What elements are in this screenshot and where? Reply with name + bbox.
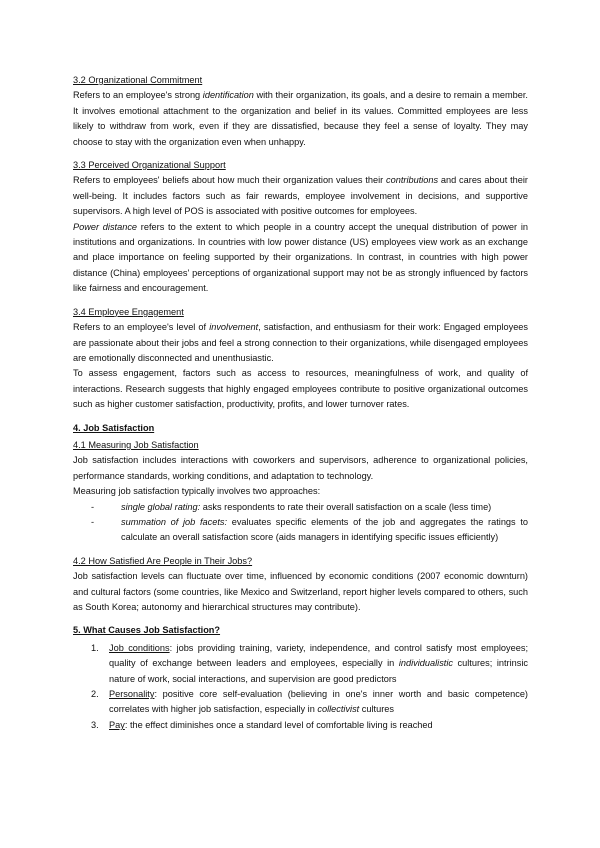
causes-list [73,641,528,733]
subsection-heading-4-2: 4.2 How Satisfied Are People in Their Jobs? [73,555,253,566]
list-item: - summation of job facets: evaluates specific elements of the job and aggregates the ratings to calculate an overall satisfaction score (aids managers in identifying specific issues efficiently) [91,516,528,543]
section-heading-5: 5. What Causes Job Satisfaction? [73,625,221,636]
paragraph-4-2: Job satisfaction levels can fluctuate over time, influenced by economic conditions (2007 economic downturn) and cultural factors (some countries, like Mexico and Switzerland, report higher levels compared to others, such as South Korea; autonomy and hierarchical structures may contribute). [73,571,528,612]
list-item: - single global rating: asks respondents to rate their overall satisfaction on a scale (less time) [91,501,492,512]
section-heading-4: 4. Job Satisfaction [73,422,155,433]
section-heading-3-3: 3.3 Perceived Organizational Support [73,160,226,171]
paragraph-4-1-b: Measuring job satisfaction typically involves two approaches: [73,486,321,497]
list-item: 2. Personality: positive core self-evaluation (believing in one's inner worth and basic competence) correlates with higher job satisfaction, especially in collectivist cultures [91,689,528,715]
paragraph-3-4-a: Refers to an employee's level of involvement, satisfaction, and enthusiasm for their work: Engaged employees are passionate about their jobs and feel a strong connection to their organizations, while disengaged employees are emotionally disconnected and unenthusiastic. [73,322,529,363]
paragraph-3-3-b: Power distance refers to the extent to which people in a country accept the unequal distribution of power in institutions and organizations. In countries with low power distance (US) employees view work as an exchange and place importance on feeling supported by their organizations. In contrast, in countries with high power distance (China) employees' perceptions of organizational support may not be as strongly influenced by factors like fairness and encouragement. [73,221,528,294]
subsection-heading-4-1: 4.1 Measuring Job Satisfaction [73,439,199,450]
paragraph-3-4-b: To assess engagement, factors such as access to resources, meaningfulness of work, and quality of interactions. Research suggests that highly engaged employees contribute to positive organizational outcomes such as higher customer satisfaction, productivity, profits, and lower turnover rates. [73,368,528,410]
list-item: 3. Pay: the effect diminishes once a standard level of comfortable living is reached [91,719,433,730]
document-page [73,73,528,733]
list-item: 1. Job conditions: jobs providing training, variety, independence, and control satisfy most employees; quality of exchange between leaders and employees, especially in individualistic cultures; intrinsic nature of work, social interactions, and supervision are good predictors [91,642,528,684]
section-heading-3-4: 3.4 Employee Engagement [73,306,184,317]
section-heading-3-2: 3.2 Organizational Commitment [73,75,203,85]
paragraph-4-1-a: Job satisfaction includes interactions with coworkers and supervisors, adherence to organizational policies, performance standards, working conditions, and adaptation to technology. [73,455,528,481]
paragraph-3-3-a: Refers to employees' beliefs about how much their organization values their contributions and cares about their well-being. It includes factors such as fair rewards, employee involvement in decisions, and supportive supervisors. A high level of POS is associated with positive outcomes for employees. [73,175,528,217]
approaches-list [73,500,528,546]
paragraph-3-2: Refers to an employee's strong identification with their organization, its goals, and a desire to remain a member. It involves emotional attachment to the organization and belief in its values. Committed employees are less likely to withdraw from work, even if they are dissatisfied, because they feel a sense of loyalty. They may choose to stay with the organization even when unhappy. [73,90,528,147]
